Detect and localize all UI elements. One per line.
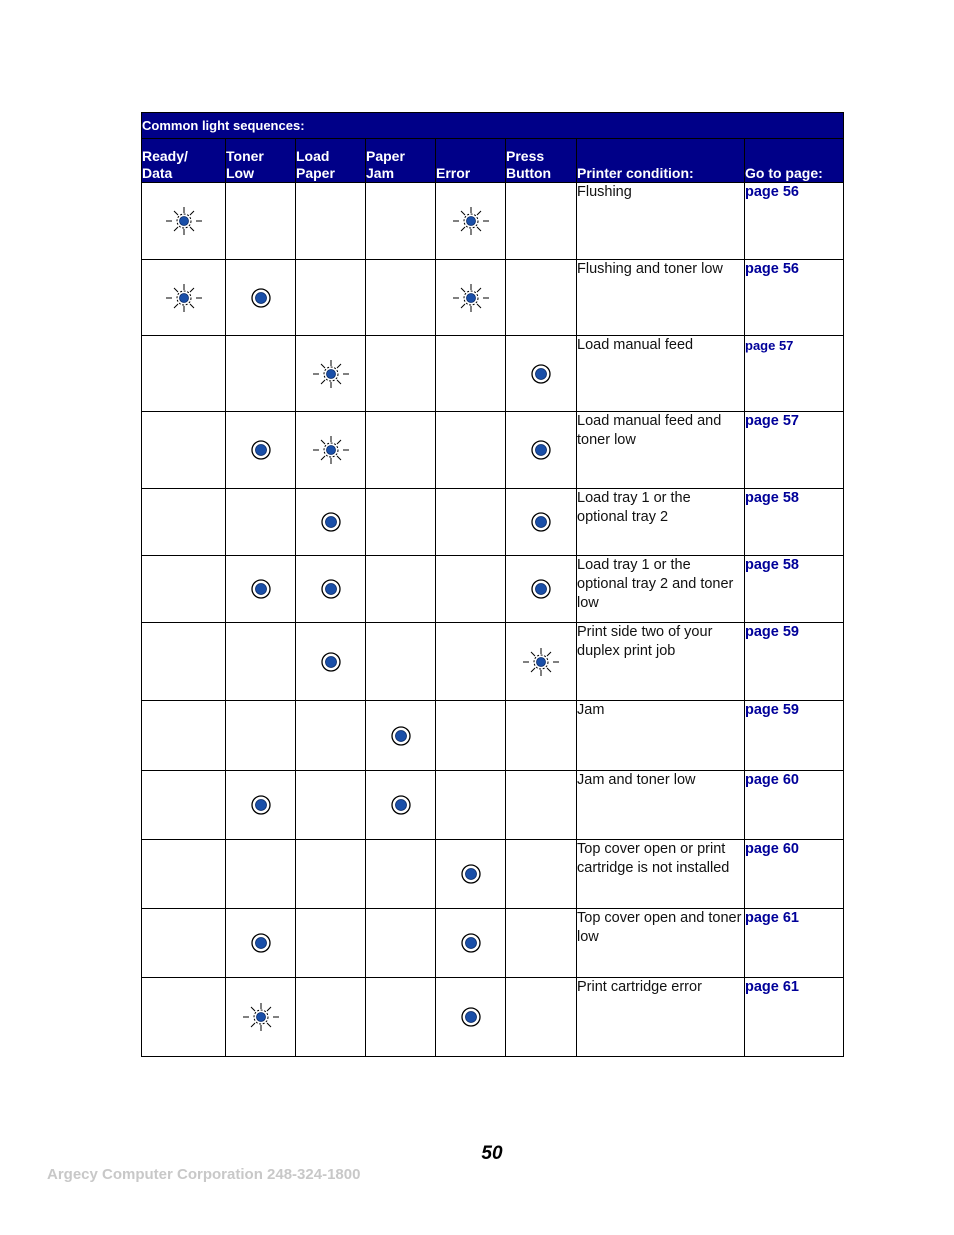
table-body [142, 183, 844, 1057]
column-header [506, 139, 577, 183]
column-header [577, 139, 745, 183]
column-header [296, 139, 366, 183]
light-cell [226, 412, 296, 489]
light-sequence-table [141, 112, 844, 1057]
printer-condition: Top cover open and toner low [577, 909, 745, 978]
light-on-icon [521, 507, 561, 537]
light-cell [436, 701, 506, 771]
page-reference-link[interactable]: page 58 [745, 556, 844, 623]
table-row [142, 701, 844, 771]
table-title: Common light sequences: [142, 113, 844, 139]
light-cell [366, 978, 436, 1057]
light-blinking-icon [521, 647, 561, 677]
page-reference-link[interactable]: page 61 [745, 909, 844, 978]
page-number: 50 [481, 1143, 503, 1164]
light-blinking-icon [311, 435, 351, 465]
light-cell [296, 623, 366, 701]
light-cell [226, 260, 296, 336]
light-cell [142, 978, 226, 1057]
light-cell [436, 840, 506, 909]
light-on-icon [381, 721, 421, 751]
light-cell [142, 909, 226, 978]
light-on-icon [451, 1002, 491, 1032]
column-header [436, 139, 506, 183]
page-reference-link[interactable]: page 57 [745, 336, 844, 412]
printer-condition: Jam [577, 701, 745, 771]
light-cell [506, 701, 577, 771]
column-header-line [436, 148, 505, 165]
footer-text: Argecy Computer Corporation 248-324-1800 [47, 1166, 361, 1183]
light-cell [142, 260, 226, 336]
light-cell [142, 489, 226, 556]
page-reference-link[interactable]: page 56 [745, 260, 844, 336]
light-on-icon [241, 283, 281, 313]
column-header-line: Error [436, 165, 471, 181]
table-row [142, 909, 844, 978]
light-cell [366, 556, 436, 623]
light-cell [142, 623, 226, 701]
table-row [142, 840, 844, 909]
column-header-line: Toner [226, 148, 264, 164]
printer-condition: Load manual feed and toner low [577, 412, 745, 489]
light-cell [142, 840, 226, 909]
light-cell [506, 260, 577, 336]
light-cell [226, 771, 296, 840]
light-blinking-icon [241, 1002, 281, 1032]
light-cell [436, 260, 506, 336]
light-cell [366, 183, 436, 260]
column-header-line [577, 148, 744, 165]
column-header [142, 139, 226, 183]
printer-condition: Print side two of your duplex print job [577, 623, 745, 701]
printer-condition: Print cartridge error [577, 978, 745, 1057]
light-on-icon [241, 928, 281, 958]
light-cell [226, 978, 296, 1057]
light-cell [436, 183, 506, 260]
light-cell [296, 260, 366, 336]
column-header-line: Printer condition: [577, 165, 694, 181]
light-cell [506, 840, 577, 909]
light-cell [366, 336, 436, 412]
light-cell [366, 909, 436, 978]
light-cell [296, 556, 366, 623]
light-cell [142, 412, 226, 489]
light-cell [506, 183, 577, 260]
light-cell [226, 489, 296, 556]
light-cell [296, 489, 366, 556]
column-header-row [142, 139, 844, 183]
light-cell [506, 412, 577, 489]
light-blinking-icon [451, 283, 491, 313]
light-on-icon [521, 435, 561, 465]
page-reference-link[interactable]: page 56 [745, 183, 844, 260]
column-header-line: Press [506, 148, 545, 164]
light-cell [366, 623, 436, 701]
light-on-icon [311, 574, 351, 604]
table-row [142, 978, 844, 1057]
column-header-line: Go to page: [745, 165, 823, 181]
light-on-icon [241, 435, 281, 465]
light-on-icon [451, 928, 491, 958]
column-header-line: Load [296, 148, 330, 164]
light-cell [296, 909, 366, 978]
table-row [142, 623, 844, 701]
column-header-line: Paper [296, 165, 335, 181]
light-on-icon [521, 359, 561, 389]
table-row [142, 556, 844, 623]
light-on-icon [381, 790, 421, 820]
light-blinking-icon [164, 206, 204, 236]
column-header [745, 139, 844, 183]
light-blinking-icon [164, 283, 204, 313]
light-cell [366, 701, 436, 771]
light-on-icon [311, 507, 351, 537]
column-header [366, 139, 436, 183]
light-cell [366, 840, 436, 909]
light-cell [296, 840, 366, 909]
light-cell [436, 771, 506, 840]
light-cell [296, 701, 366, 771]
light-blinking-icon [311, 359, 351, 389]
column-header-line: Paper [366, 148, 405, 164]
light-cell [436, 909, 506, 978]
light-cell [226, 840, 296, 909]
light-cell [296, 183, 366, 260]
light-cell [226, 336, 296, 412]
light-cell [506, 623, 577, 701]
column-header-line: Low [226, 165, 254, 181]
table-row [142, 412, 844, 489]
page-reference-link[interactable]: page 60 [745, 771, 844, 840]
column-header-line [745, 148, 843, 165]
light-cell [296, 771, 366, 840]
light-cell [506, 556, 577, 623]
light-cell [436, 623, 506, 701]
printer-condition: Flushing [577, 183, 745, 260]
light-cell [366, 489, 436, 556]
light-cell [366, 260, 436, 336]
table-row [142, 260, 844, 336]
page-reference-link[interactable]: page 59 [745, 623, 844, 701]
light-cell [226, 623, 296, 701]
light-cell [506, 909, 577, 978]
printer-condition: Load tray 1 or the optional tray 2 [577, 489, 745, 556]
table-row [142, 183, 844, 260]
page-reference-link[interactable]: page 58 [745, 489, 844, 556]
printer-condition: Load tray 1 or the optional tray 2 and toner low [577, 556, 745, 623]
light-cell [226, 556, 296, 623]
light-cell [506, 978, 577, 1057]
light-cell [436, 978, 506, 1057]
light-cell [366, 771, 436, 840]
printer-condition: Jam and toner low [577, 771, 745, 840]
light-cell [296, 336, 366, 412]
light-cell [436, 489, 506, 556]
column-header-line: Ready/ [142, 148, 188, 164]
light-cell [142, 771, 226, 840]
printer-condition: Flushing and toner low [577, 260, 745, 336]
light-cell [366, 412, 436, 489]
table-row [142, 771, 844, 840]
table-row [142, 336, 844, 412]
light-on-icon [451, 859, 491, 889]
light-cell [226, 183, 296, 260]
light-on-icon [521, 574, 561, 604]
light-on-icon [241, 790, 281, 820]
column-header-line: Button [506, 165, 552, 181]
light-cell [436, 556, 506, 623]
page-reference-link[interactable]: page 60 [745, 840, 844, 909]
light-on-icon [311, 647, 351, 677]
light-cell [142, 183, 226, 260]
light-cell [506, 489, 577, 556]
light-cell [142, 556, 226, 623]
printer-condition: Top cover open or print cartridge is not installed [577, 840, 745, 909]
light-cell [436, 412, 506, 489]
column-header [226, 139, 296, 183]
printer-condition: Load manual feed [577, 336, 745, 412]
light-on-icon [241, 574, 281, 604]
page-reference-link[interactable]: page 59 [745, 701, 844, 771]
light-blinking-icon [451, 206, 491, 236]
light-cell [436, 336, 506, 412]
table-row [142, 489, 844, 556]
light-cell [296, 978, 366, 1057]
light-cell [296, 412, 366, 489]
page-reference-link[interactable]: page 61 [745, 978, 844, 1057]
light-cell [142, 701, 226, 771]
page-reference-link[interactable]: page 57 [745, 412, 844, 489]
light-cell [226, 701, 296, 771]
light-cell [226, 909, 296, 978]
column-header-line: Jam [366, 165, 395, 181]
light-cell [506, 771, 577, 840]
column-header-line: Data [142, 165, 173, 181]
light-cell [506, 336, 577, 412]
light-cell [142, 336, 226, 412]
